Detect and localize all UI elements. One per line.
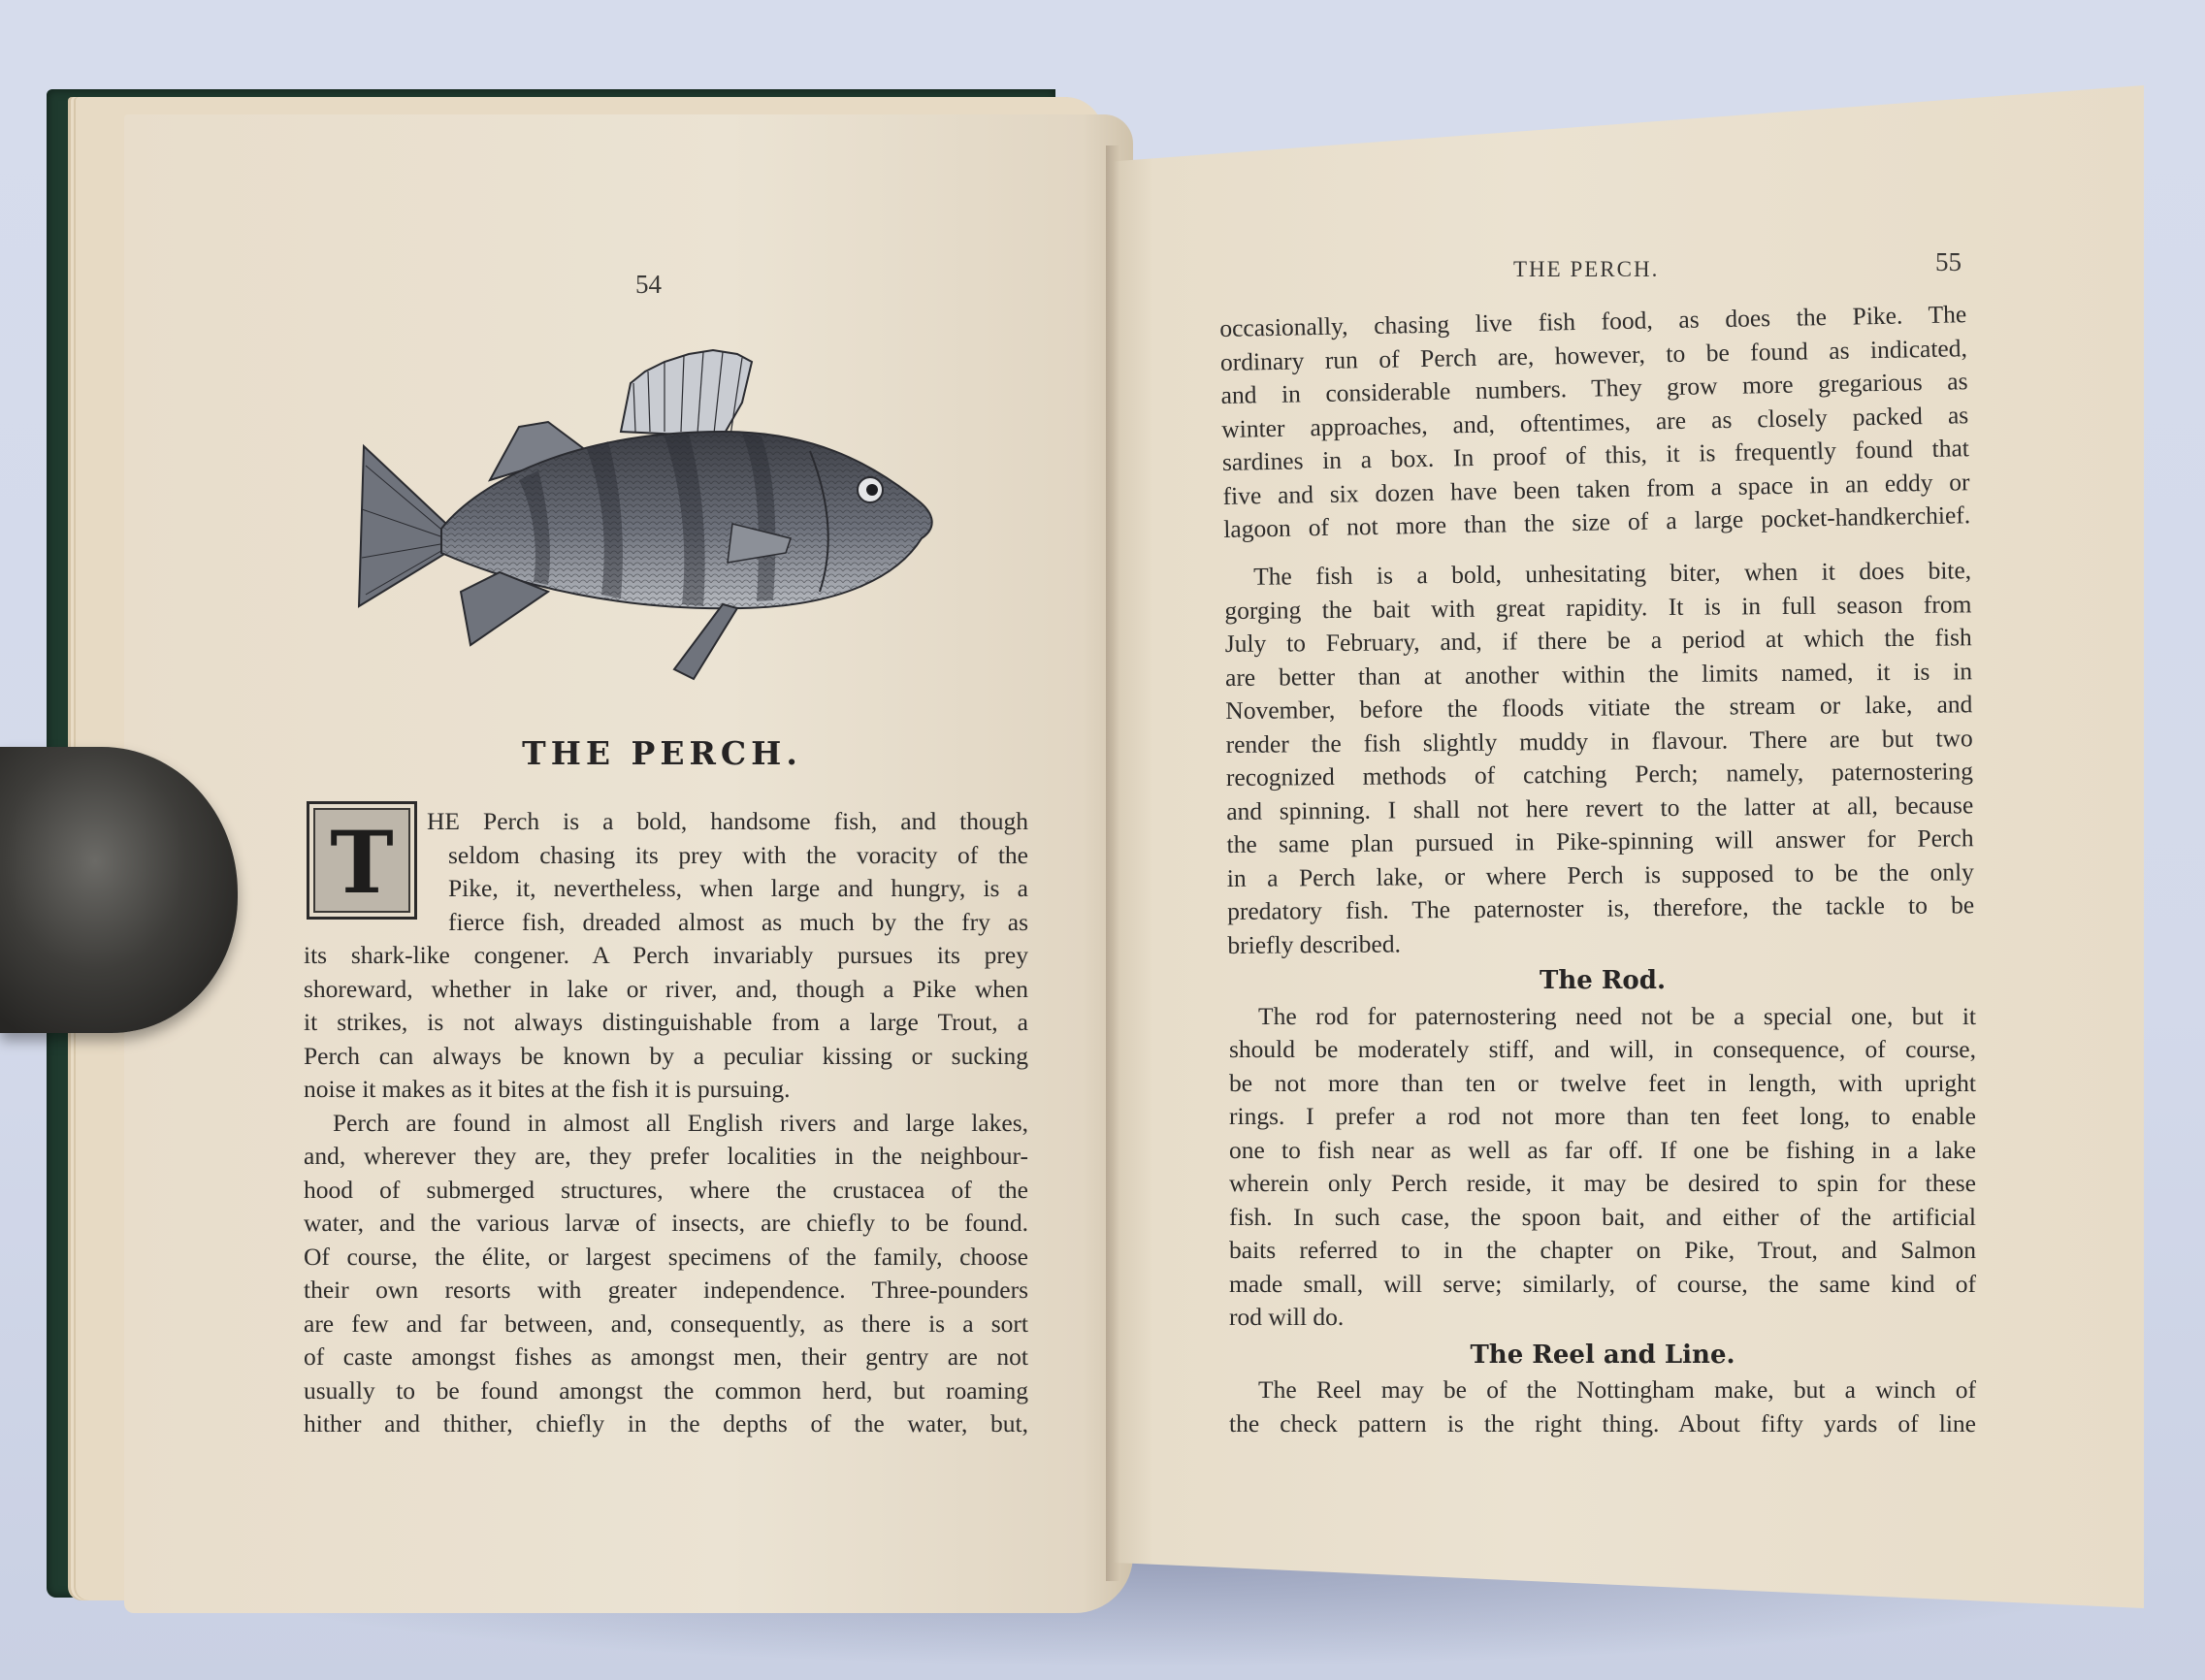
right-page-body-middle [1224,554,1975,962]
text-line: one to fish near as well as far off. If one be fishing in a lake [1229,1135,1976,1164]
text-line: ordinary run of Perch are, however, to be found as indicated, [1219,333,1968,376]
text-line: hood of submerged structures, where the crustacea of the [304,1175,1028,1204]
text-line: fish. In such case, the spoon bait, and either of the artificial [1229,1202,1976,1231]
right-page-body-top [1219,298,1970,546]
text-line: should be moderately stiff, and will, in consequence, of course, [1229,1035,1976,1063]
text-line: their own resorts with greater independence. Three-pounders [304,1276,1028,1304]
section-heading-rod: The Rod. [1539,966,1667,995]
text-line: HE Perch is a bold, handsome fish, and though [427,807,1028,835]
text-line: Of course, the élite, or largest specimens of the family, choose [304,1242,1028,1271]
text-line: occasionally, chasing live fish food, as does the Pike. The [1219,300,1967,342]
text-line: and in considerable numbers. They grow more gregarious as [1220,367,1968,409]
text-line: July to February, and, if there be a period at which the fish [1224,623,1972,658]
text-line: are few and far between, and, consequently, as there is a sort [304,1308,1028,1338]
text-line: the same plan pursued in Pike-spinning will answer for Perch [1226,824,1974,858]
text-line: of caste amongst fishes as amongst men, their gentry are not [304,1342,1028,1371]
left-intro-wrapped-lines [427,805,1028,939]
text-line: rings. I prefer a rod not more than ten feet long, to enable [1229,1102,1976,1130]
book-gutter [1106,145,1119,1581]
text-line: in a Perch lake, or where Perch is supposed to be the only [1226,856,1974,892]
text-line: noise it makes as it bites at the fish it is pursuing. [304,1075,791,1103]
right-page-number: 55 [1935,247,1962,276]
text-line: made small, will serve; similarly, of course, the same kind of [1229,1269,1976,1298]
text-line: lagoon of not more than the size of a large pocket-handkerchief. [1223,501,1971,543]
text-line: five and six dozen have been taken from a space in an eddy or [1222,467,1970,510]
text-line: water, and the various larvæ of insects, are chiefly to be found. [304,1209,1028,1237]
text-line: shoreward, whether in lake or river, and, though a Pike when [304,974,1028,1003]
text-line: baits referred to in the chapter on Pike, Trout, and Salmon [1229,1236,1976,1264]
text-line: render the fish slightly muddy in flavour. There are but two [1225,723,1973,759]
text-line: November, before the floods vitiate the stream or lake, and [1225,690,1973,725]
perch-illustration [354,344,965,694]
text-line: rod will do. [1229,1303,1345,1331]
text-line: its shark-like congener. A Perch invariably pursues its prey [304,941,1028,969]
text-line: are better than at another within the limits named, it is in [1224,656,1973,692]
section-heading-reel: The Reel and Line. [1470,1340,1735,1370]
text-line: be not more than ten or twelve feet in length, with upright [1229,1068,1976,1097]
right-page-body-lower [1229,960,1976,1440]
text-line: Pike, it, nevertheless, when large and hungry, is a [448,874,1028,902]
text-line: The fish is a bold, unhesitating biter, when it does bite, [1253,556,1972,591]
text-line: seldom chasing its prey with the voracity of the [448,840,1028,869]
text-line: fierce fish, dreaded almost as much by the fry as [448,907,1028,936]
text-line: and spinning. I shall not here revert to the latter at all, because [1226,790,1974,825]
drop-cap-letter: T [330,812,394,913]
text-line: The Reel may be of the Nottingham make, but a winch of [1258,1375,1976,1404]
text-line: Perch are found in almost all English rivers and large lakes, [333,1108,1028,1137]
text-line: sardines in a box. In proof of this, it is frequently found that [1221,434,1970,476]
text-line: wherein only Perch reside, it may be desired to spin for these [1229,1169,1976,1197]
text-line: the check pattern is the right thing. About fifty yards of line [1229,1408,1976,1438]
left-page-number: 54 [635,270,662,299]
text-line: briefly described. [1227,928,1402,959]
chapter-title: THE PERCH. [522,734,802,772]
text-line: winter approaches, and, oftentimes, are as closely packed as [1221,400,1969,443]
text-line: predatory fish. The paternoster is, therefore, the tackle to be [1227,890,1975,925]
text-line: The rod for paternostering need not be a special one, but it [1258,1001,1976,1030]
text-line: Perch can always be known by a peculiar kissing or sucking [304,1041,1028,1070]
text-line: recognized methods of catching Perch; namely, paternostering [1225,757,1974,792]
text-line: gorging the bait with great rapidity. It is in full season from [1224,589,1972,625]
left-page-body [304,939,1028,1441]
text-line: hither and thither, chiefly in the depths of the water, but, [304,1409,1028,1438]
text-line: usually to be found amongst the common herd, but roaming [304,1375,1028,1405]
text-line: it strikes, is not always distinguishable from a large Trout, a [304,1008,1028,1036]
running-head: THE PERCH. [1513,257,1660,281]
drop-cap-ornament [307,801,417,920]
text-line: and, wherever they are, they prefer localities in the neighbour- [304,1142,1028,1170]
